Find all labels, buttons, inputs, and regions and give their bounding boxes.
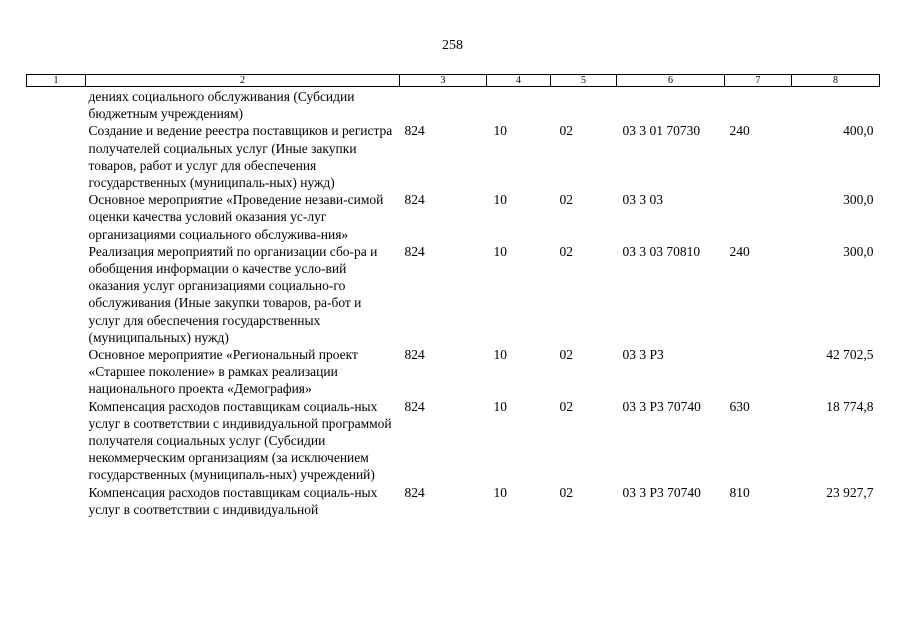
amount: 18 774,8 [826, 398, 874, 414]
target-article-code: 03 3 P3 [622, 347, 664, 363]
target-article-code: 03 3 P3 70740 [622, 398, 701, 414]
amount: 23 927,7 [826, 484, 874, 500]
expense-name: Создание и ведение реестра поставщиков и регистра получателей социальных услуг (Иные закупки товаров, работ и услуг для обеспечения государственных (муниципаль-ных) нужд) [88, 123, 393, 191]
table-row [27, 87, 880, 123]
amount: 300,0 [843, 243, 874, 259]
subsection-code: 02 [559, 123, 573, 139]
target-article-code: 03 3 P3 70740 [622, 484, 701, 500]
grbs-code: 824 [404, 484, 425, 500]
column-number-row [27, 75, 880, 87]
expense-type-code: 240 [729, 243, 750, 259]
amount [792, 87, 880, 123]
target-article-code: 03 3 01 70730 [622, 123, 701, 139]
row-index-cell [27, 346, 86, 398]
section-code: 10 [493, 398, 507, 414]
amount: 300,0 [843, 192, 874, 208]
expense-type-code [725, 346, 792, 398]
expense-type-code: 810 [729, 484, 750, 500]
section-code [487, 87, 551, 123]
section-code: 10 [493, 123, 507, 139]
row-index-cell [27, 484, 86, 518]
budget-table [26, 74, 880, 518]
amount: 42 702,5 [826, 347, 874, 363]
column-header: 3 [400, 75, 487, 87]
expense-type-code: 630 [729, 398, 750, 414]
grbs-code: 824 [404, 347, 425, 363]
grbs-code [400, 87, 487, 123]
column-header: 8 [792, 75, 880, 87]
expense-name: Основное мероприятие «Региональный проект «Старшее поколение» в рамках реализации национального проекта «Демография» [88, 347, 358, 397]
row-index-cell [27, 191, 86, 243]
row-index-cell [27, 87, 86, 123]
table-row [27, 243, 880, 346]
column-header: 2 [86, 75, 400, 87]
expense-name: Основное мероприятие «Проведение незави-симой оценки качества условий оказания ус-луг организациями социального обслужива-ния» [88, 192, 384, 242]
subsection-code: 02 [559, 192, 573, 208]
target-article-code: 03 3 03 [622, 192, 663, 208]
column-header: 5 [551, 75, 617, 87]
grbs-code: 824 [404, 243, 425, 259]
table-row [27, 398, 880, 484]
subsection-code: 02 [559, 243, 573, 259]
section-code: 10 [493, 192, 507, 208]
grbs-code: 824 [404, 398, 425, 414]
expense-name: Компенсация расходов поставщикам социаль-ных услуг в соответствии с индивидуальной программой получателя социальных услуг (Субсидии некоммерческим организациям (за исключением государственных (муниципаль-ных) учреждений) [88, 398, 392, 483]
column-header: 6 [617, 75, 725, 87]
section-code: 10 [493, 243, 507, 259]
expense-type-code: 240 [729, 123, 750, 139]
table-row [27, 484, 880, 518]
subsection-code: 02 [559, 347, 573, 363]
subsection-code: 02 [559, 484, 573, 500]
page-number: 258 [442, 38, 463, 53]
expense-name: Реализация мероприятий по организации сбо-ра и обобщения информации о качестве усло-вий оказания услуг организациями социально-го обслуживания (Иные закупки товаров, ра-бот и услуг для обеспечения государственных (муниципальных) нужд) [88, 243, 378, 345]
subsection-code [551, 87, 617, 123]
section-code: 10 [493, 347, 507, 363]
subsection-code: 02 [559, 398, 573, 414]
expense-type-code [725, 191, 792, 243]
expense-type-code [725, 87, 792, 123]
grbs-code: 824 [404, 123, 425, 139]
expense-name: Компенсация расходов поставщикам социаль-ных услуг в соответствии с индивидуальной [88, 484, 378, 517]
grbs-code: 824 [404, 192, 425, 208]
expense-name: дениях социального обслуживания (Субсидии бюджетным учреждениям) [88, 89, 355, 122]
section-code: 10 [493, 484, 507, 500]
row-index-cell [27, 122, 86, 191]
table-row [27, 122, 880, 191]
row-index-cell [27, 398, 86, 484]
table-row [27, 346, 880, 398]
column-header: 1 [27, 75, 86, 87]
row-index-cell [27, 243, 86, 346]
target-article-code [617, 87, 725, 123]
table-row [27, 191, 880, 243]
column-header: 7 [725, 75, 792, 87]
target-article-code: 03 3 03 70810 [622, 243, 701, 259]
column-header: 4 [487, 75, 551, 87]
amount: 400,0 [843, 123, 874, 139]
